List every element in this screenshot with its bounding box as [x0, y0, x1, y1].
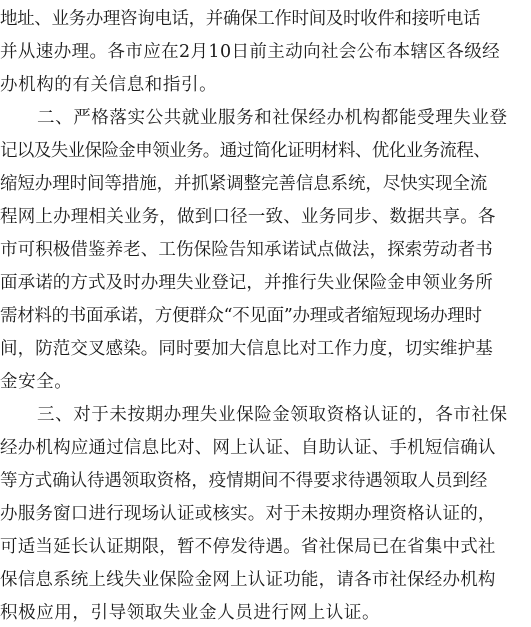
- text-line: 面承诺的方式及时办理失业登记，并推行失业保险金申领业务所: [0, 273, 493, 293]
- text-line: 需材料的书面承诺，方便群众“不见面”办理或者缩短现场办理时: [0, 306, 482, 326]
- paragraph-three-first-line: 三、对于未按期办理失业保险金领取资格认证的，各市社保: [37, 405, 508, 425]
- text-line: 积极应用，引导领取失业金人员进行网上认证。: [0, 603, 381, 623]
- text-line: 办机构的有关信息和指引。: [0, 75, 218, 95]
- text-line: 缩短办理时间等措施，并抓紧调整完善信息系统，尽快实现全流: [0, 174, 488, 194]
- text-line: 程网上办理相关业务，做到口径一致、业务同步、数据共享。各: [0, 207, 496, 227]
- text-line: 保信息系统上线失业保险金网上认证功能，请各市社保经办机构: [0, 570, 496, 590]
- text-line: 可适当延长认证期限，暂不停发待遇。省社保局已在省集中式社: [0, 537, 496, 557]
- text-line: 金安全。: [0, 372, 73, 392]
- paragraph-two-first-line: 二、严格落实公共就业服务和社保经办机构都能受理失业登: [37, 108, 508, 128]
- text-line: 市可积极借鉴养老、工伤保险告知承诺试点做法，探索劳动者书: [0, 240, 493, 260]
- text-line: 地址、业务办理咨询电话，并确保工作时间及时收件和接听电话: [0, 9, 481, 29]
- text-line: 并从速办理。各市应在2月10日前主动向社会公布本辖区各级经: [0, 42, 500, 62]
- text-line: 等方式确认待遇领取资格，疫情期间不得要求待遇领取人员到经: [0, 471, 488, 491]
- text-line: 经办机构应通过信息比对、网上认证、自助认证、手机短信确认: [0, 438, 496, 458]
- text-line: 办服务窗口进行现场认证或核实。对于未按期办理资格认证的，: [0, 504, 496, 524]
- text-line: 间，防范交叉感染。同时要加大信息比对工作力度，切实维护基: [0, 339, 493, 359]
- text-line: 记以及失业保险金申领业务。通过简化证明材料、优化业务流程、: [0, 141, 491, 161]
